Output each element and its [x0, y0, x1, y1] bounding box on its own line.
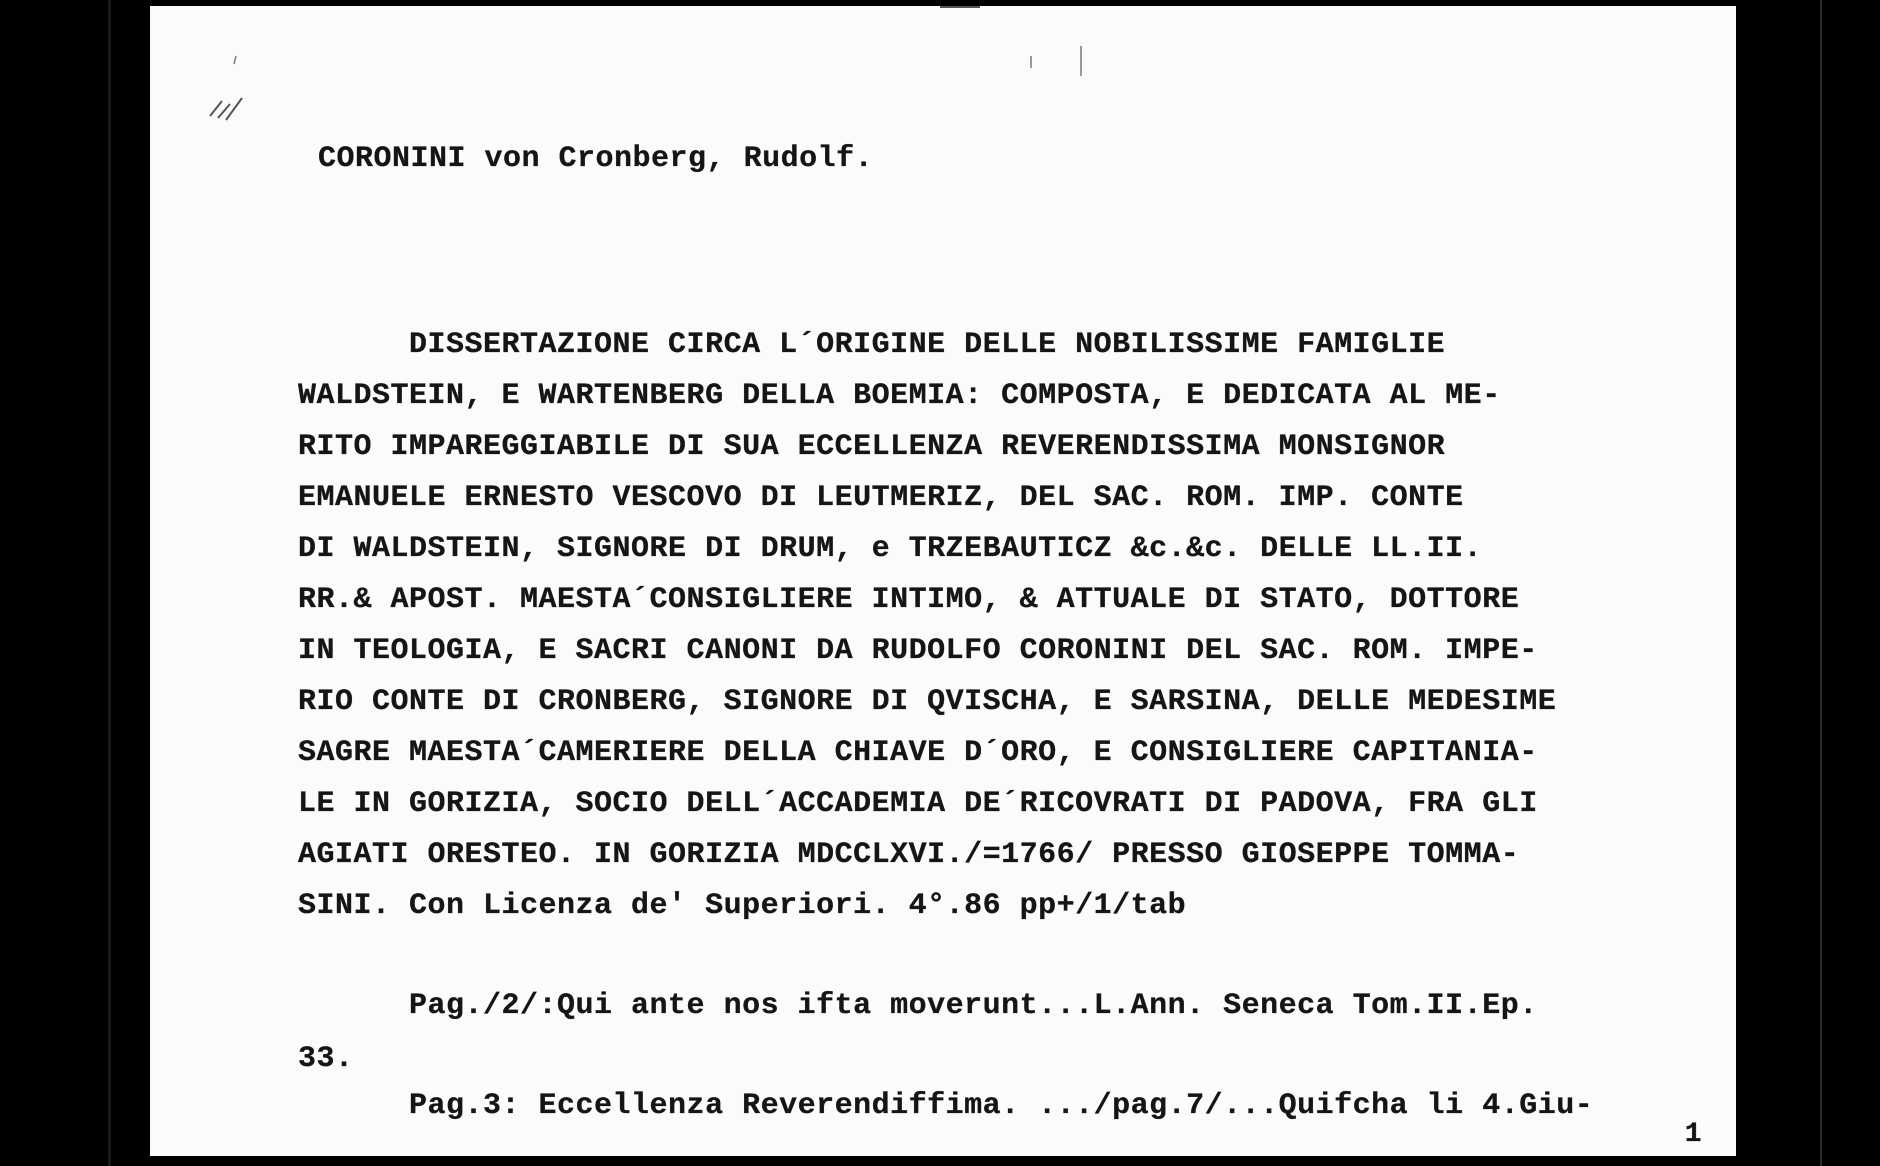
- title-line: IN TEOLOGIA, E SACRI CANONI DA RUDOLFO CORONINI DEL SAC. ROM. IMPE-: [298, 634, 1538, 668]
- page-number: 1: [1684, 1119, 1702, 1150]
- title-line: LE IN GORIZIA, SOCIO DELL´ACCADEMIA DE´RICOVRATI DI PADOVA, FRA GLI: [298, 787, 1538, 821]
- title-line: RIO CONTE DI CRONBERG, SIGNORE DI QVISCHA, E SARSINA, DELLE MEDESIME: [298, 685, 1557, 719]
- title-line: SAGRE MAESTA´CAMERIERE DELLA CHIAVE D´ORO, E CONSIGLIERE CAPITANIA-: [298, 736, 1538, 770]
- note-line: 33.: [298, 1042, 354, 1076]
- title-line: RR.& APOST. MAESTA´CONSIGLIERE INTIMO, & ATTUALE DI STATO, DOTTORE: [298, 583, 1520, 617]
- note-line: Pag./2/:Qui ante nos ifta moverunt...L.Ann. Seneca Tom.II.Ep.: [298, 989, 1538, 1023]
- title-line: RITO IMPAREGGIABILE DI SUA ECCELLENZA REVERENDISSIMA MONSIGNOR: [298, 430, 1446, 464]
- scan-artifact: [1080, 46, 1082, 76]
- title-line: SINI. Con Licenza de' Superiori. 4°.86 pp+/1/tab: [298, 889, 1187, 923]
- title-line: DI WALDSTEIN, SIGNORE DI DRUM, e TRZEBAUTICZ &c.&c. DELLE LL.II.: [298, 532, 1483, 566]
- film-edge-left: [108, 0, 111, 1166]
- title-line: AGIATI ORESTEO. IN GORIZIA MDCCLXVI./=1766/ PRESSO GIOSEPPE TOMMA-: [298, 838, 1520, 872]
- title-line: DISSERTAZIONE CIRCA L´ORIGINE DELLE NOBILISSIME FAMIGLIE: [298, 328, 1446, 362]
- catalog-card: [150, 6, 1736, 1156]
- card-heading: CORONINI von Cronberg, Rudolf.: [318, 142, 874, 176]
- scan-artifact: [940, 6, 980, 8]
- film-edge-right: [1820, 0, 1822, 1166]
- pencil-mark-icon: [200, 46, 260, 126]
- scan-artifact: [1030, 56, 1032, 68]
- title-line: WALDSTEIN, E WARTENBERG DELLA BOEMIA: COMPOSTA, E DEDICATA AL ME-: [298, 379, 1501, 413]
- title-line: EMANUELE ERNESTO VESCOVO DI LEUTMERIZ, DEL SAC. ROM. IMP. CONTE: [298, 481, 1464, 515]
- note-line: Pag.3: Eccellenza Reverendiffima. .../pag.7/...Quifcha li 4.Giu-: [298, 1089, 1594, 1123]
